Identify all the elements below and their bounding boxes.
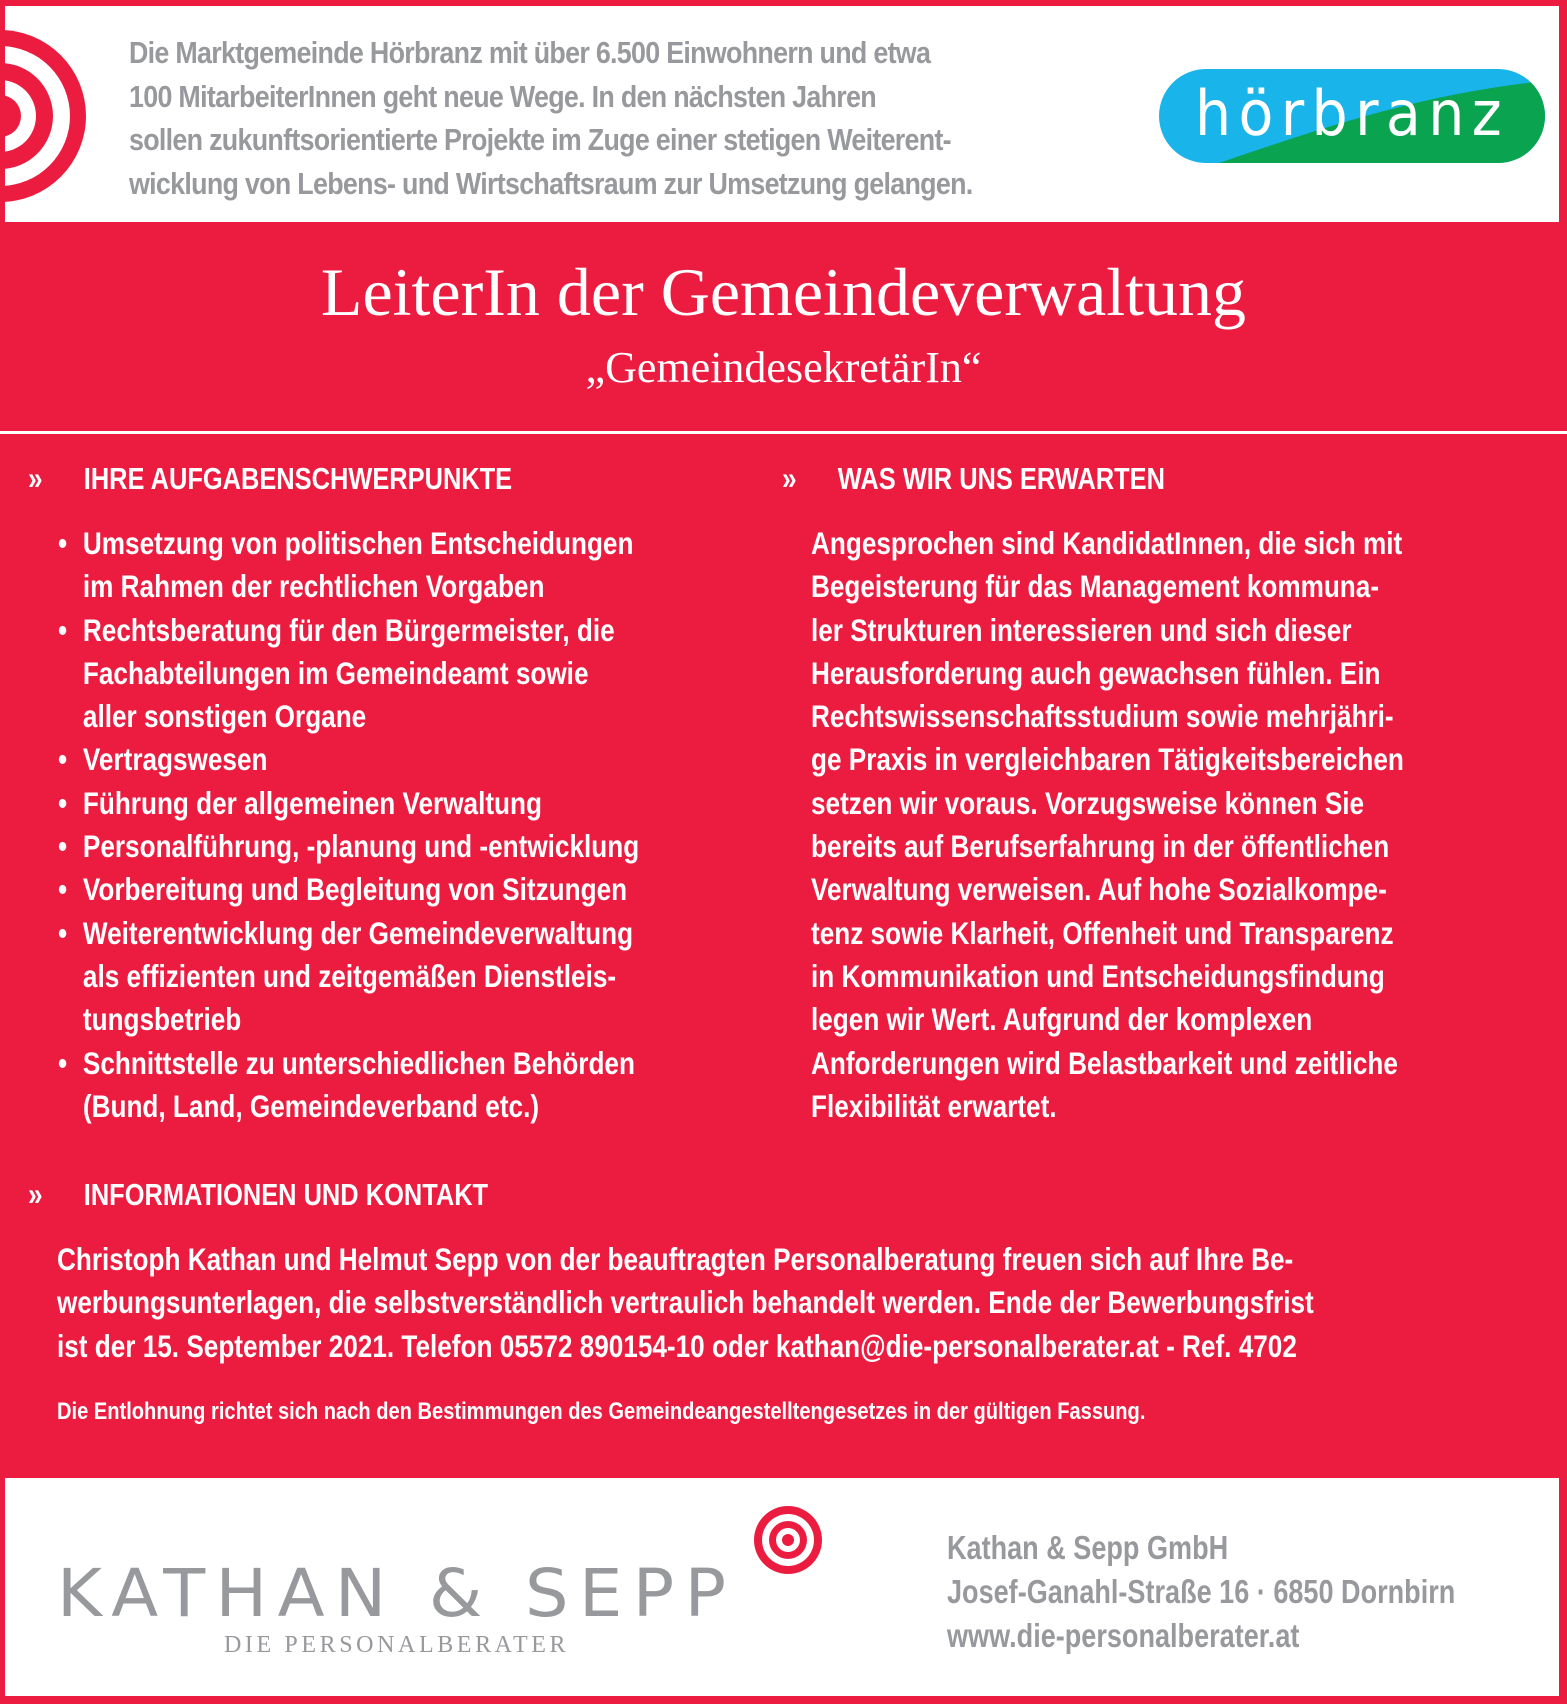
list-item <box>58 1042 639 1129</box>
bullet-icon: • <box>58 828 68 865</box>
target-icon <box>753 1505 823 1575</box>
task-list <box>58 522 639 1128</box>
paragraph-line: ler Strukturen interessieren und sich dieser <box>811 611 1352 648</box>
list-item-text: Rechtsberatung für den Bürgermeister, die <box>82 611 615 648</box>
horbranz-logo-text: hörbranz <box>1194 76 1510 150</box>
list-item <box>58 522 639 609</box>
list-item <box>58 609 639 739</box>
footer-panel <box>5 1478 1559 1696</box>
section-heading-contact <box>28 1178 488 1210</box>
header-panel <box>5 6 1559 222</box>
target-icon <box>5 26 90 206</box>
chevron-right-icon: » <box>782 460 797 496</box>
list-item-text: als effizienten und zeitgemäßen Dienstleis- <box>82 957 617 994</box>
list-item <box>58 868 639 911</box>
job-title: LeiterIn der Gemeindeverwaltung <box>320 254 1247 330</box>
section-heading-label: INFORMATIONEN UND KONTAKT <box>83 1177 489 1212</box>
list-item <box>58 738 639 781</box>
company-name: Kathan & Sepp GmbH <box>947 1529 1229 1566</box>
paragraph-line: Christoph Kathan und Helmut Sepp von der beauftragten Personalberatung freuen sich auf Ihre Be- <box>57 1241 1294 1277</box>
expectations-paragraph <box>811 522 1404 1128</box>
list-item-text: Vertragswesen <box>82 741 268 778</box>
bullet-icon: • <box>58 611 68 648</box>
list-item-text: (Bund, Land, Gemeindeverband etc.) <box>82 1087 540 1124</box>
paragraph-line: Rechtswissenschaftsstudium sowie mehrjähri- <box>811 698 1394 735</box>
company-tagline: DIE PERSONALBERATER <box>224 1632 570 1658</box>
paragraph-line: ge Praxis in vergleichbaren Tätigkeitsbereichen <box>811 741 1404 778</box>
horbranz-logo <box>1159 69 1545 163</box>
list-item-text: Schnittstelle zu unterschiedlichen Behörden <box>82 1044 635 1081</box>
company-address <box>947 1526 1455 1658</box>
paragraph-line: Verwaltung verweisen. Auf hohe Sozialkompe- <box>811 871 1387 908</box>
paragraph-line: Begeisterung für das Management kommuna- <box>811 568 1380 605</box>
street-address: Josef-Ganahl-Straße 16 · 6850 Dornbirn <box>947 1573 1456 1610</box>
contact-paragraph <box>57 1238 1314 1368</box>
section-heading-label: WAS WIR UNS ERWARTEN <box>837 461 1165 496</box>
bullet-icon: • <box>58 871 68 908</box>
paragraph-line: tenz sowie Klarheit, Offenheit und Transparenz <box>811 914 1394 951</box>
list-item-text: im Rahmen der rechtlichen Vorgaben <box>82 568 545 605</box>
paragraph-line: Herausforderung auch gewachsen fühlen. Ein <box>811 654 1381 691</box>
list-item-text: tungsbetrieb <box>82 1001 242 1038</box>
paragraph-line: setzen wir voraus. Vorzugsweise können Sie <box>811 784 1365 821</box>
salary-note: Die Entlohnung richtet sich nach den Bestimmungen des Gemeindeangestelltengesetzes in der gültigen Fassung. <box>57 1398 1146 1425</box>
paragraph-line: in Kommunikation und Entscheidungsfindung <box>811 957 1385 994</box>
bullet-icon: • <box>58 784 68 821</box>
website-link[interactable]: www.die-personalberater.at <box>947 1617 1300 1654</box>
paragraph-line: bereits auf Berufserfahrung in der öffentlichen <box>811 828 1390 865</box>
list-item <box>58 912 639 1042</box>
section-heading-tasks <box>28 462 512 494</box>
bullet-icon: • <box>58 525 68 561</box>
list-item-text: Fachabteilungen im Gemeindeamt sowie <box>82 654 589 691</box>
bullet-icon: • <box>58 1044 68 1081</box>
list-item-text: Weiterentwicklung der Gemeindeverwaltung <box>82 914 634 951</box>
list-item-text: aller sonstigen Organe <box>82 698 367 735</box>
section-heading-label: IHRE AUFGABENSCHWERPUNKTE <box>83 461 513 496</box>
section-heading-expectations <box>782 462 1165 494</box>
list-item-text: Führung der allgemeinen Verwaltung <box>82 784 542 821</box>
list-item-text: Personalführung, -planung und -entwicklung <box>82 828 640 865</box>
intro-paragraph <box>129 32 1018 206</box>
list-item-text: Umsetzung von politischen Entscheidungen <box>82 525 634 561</box>
chevron-right-icon: » <box>28 460 43 496</box>
job-subtitle: „GemeindesekretärIn“ <box>585 343 982 392</box>
paragraph-line: legen wir Wert. Aufgrund der komplexen <box>811 1001 1313 1038</box>
bullet-icon: • <box>58 914 68 951</box>
bullet-icon: • <box>58 741 68 778</box>
divider <box>0 431 1567 434</box>
paragraph-line: Flexibilität erwartet. <box>811 1087 1057 1124</box>
paragraph-line: ist der 15. September 2021. Telefon 05572 890154-10 oder kathan@die-personalberater.at - Ref. 4702 <box>57 1327 1297 1364</box>
intro-line: Die Marktgemeinde Hörbranz mit über 6.500 Einwohnern und etwa <box>129 36 931 70</box>
intro-line: wicklung von Lebens- und Wirtschaftsraum zur Umsetzung gelangen. <box>129 166 973 201</box>
intro-line: sollen zukunftsorientierte Projekte im Zuge einer stetigen Weiterent- <box>129 123 951 157</box>
paragraph-line: werbungsunterlagen, die selbstverständlich vertraulich behandelt werden. Ende der Bewerbungsfrist <box>57 1284 1314 1321</box>
paragraph-line: Anforderungen wird Belastbarkeit und zeitliche <box>811 1044 1398 1081</box>
list-item-text: Vorbereitung und Begleitung von Sitzungen <box>82 871 628 908</box>
chevron-right-icon: » <box>28 1176 43 1212</box>
paragraph-line: Angesprochen sind KandidatInnen, die sich mit <box>811 525 1403 561</box>
list-item <box>58 782 639 825</box>
list-item <box>58 825 639 868</box>
kathan-sepp-logo: KATHAN & SEPP <box>57 1555 737 1632</box>
intro-line: 100 MitarbeiterInnen geht neue Wege. In den nächsten Jahren <box>129 79 876 114</box>
